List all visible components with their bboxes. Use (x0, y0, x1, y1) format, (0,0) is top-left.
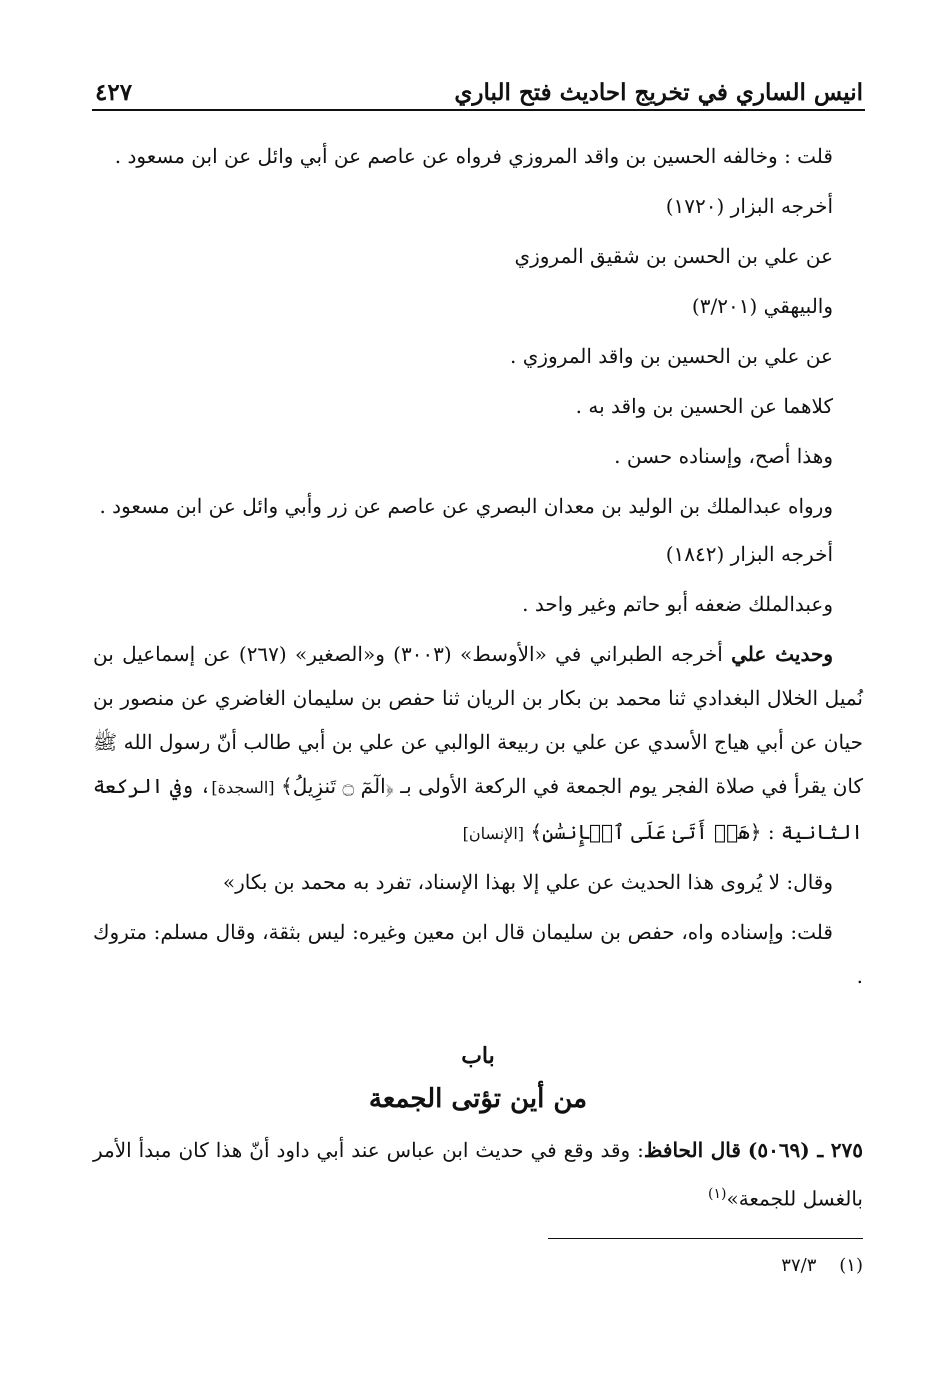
sura-ref: [السجدة] (211, 778, 275, 797)
footnote-text: ٣٧/٣ (781, 1255, 817, 1276)
paragraph: وقال: لا يُروى هذا الحديث عن علي إلا بهذا الإسناد، تفرد به محمد بن بكار» (222, 870, 833, 894)
chapter-label: باب (461, 1043, 495, 1069)
paragraph-hadith-ali (93, 632, 863, 856)
paragraph: عن علي بن الحسن بن شقيق المروزي (514, 244, 833, 268)
paragraph: وهذا أصح، وإسناده حسن . (614, 444, 833, 468)
entry-number: ٢٧٥ ـ (٥٠٦٩) (747, 1138, 863, 1162)
paragraph: قلت: وإسناده واه، حفص بن سليمان قال ابن معين وغيره: ليس بثقة، وقال مسلم: متروك . (93, 920, 863, 988)
hadith-text: أخرجه الطبراني في «الأوسط» (٣٠٠٣) و«الصغير» (٢٦٧) عن إسماعيل بن نُميل الخلال البغدادي ثنا محمد بن بكار بن الريان ثنا حفص بن سليمان الغاضري عن منصور بن حيان عن أبي هياج الأسدي عن علي بن ربيعة الوالبي عن علي بن أبي طالب أنّ رسول الله ﷺ كان يقرأ في صلاة الفجر يوم الجمعة في الركعة الأولى بـ ﴿الٓمٓ ۝ تَنزِيلُ﴾ (93, 642, 864, 798)
footnote-number: (١) (839, 1255, 863, 1276)
main-text (93, 134, 863, 1004)
paragraph: قلت : وخالفه الحسين بن واقد المروزي فرواه عن عاصم عن أبي وائل عن ابن مسعود . (114, 144, 833, 168)
paragraph: أخرجه البزار (١٧٢٠) (665, 194, 833, 218)
footnote-rule (548, 1238, 863, 1239)
paragraph: عن علي بن الحسين بن واقد المروزي . (510, 344, 833, 368)
paragraph: كلاهما عن الحسين بن واقد به . (575, 394, 833, 418)
page-number: ٤٢٧ (95, 79, 133, 106)
paragraph: أخرجه البزار (١٨٤٢) (665, 542, 833, 566)
paragraph: والبيهقي (٣/٢٠١) (691, 294, 833, 318)
header-rule (92, 109, 865, 111)
numbered-entry (93, 1128, 863, 1221)
running-header (95, 72, 863, 106)
header-title: انيس الساري في تخريج احاديث فتح الباري (454, 79, 863, 106)
chapter-title: من أين تؤتى الجمعة (368, 1084, 588, 1114)
paragraph: ورواه عبدالملك بن الوليد بن معدان البصري عن عاصم عن زر وأبي وائل عن ابن مسعود . (99, 494, 833, 518)
hadith-heading: وحديث علي (731, 642, 833, 666)
footnote-marker: (١) (707, 1186, 727, 1202)
sura-ref: [الإنسان] (462, 824, 524, 843)
hadith-text-cont: ، وفي الركعة الثانية : ﴿هَلۡ أَتَىٰ عَلَى ٱلۡإِنسَٰنِ﴾ (93, 774, 863, 844)
entry-label: قال الحافظ (643, 1138, 741, 1162)
footnote (781, 1252, 863, 1280)
entry-text: : وقد وقع في حديث ابن عباس عند أبي داود أنّ هذا كان مبدأ الأمر بالغسل للجمعة» (93, 1138, 863, 1211)
chapter-heading (93, 1036, 863, 1122)
paragraph: وعبدالملك ضعفه أبو حاتم وغير واحد . (522, 592, 833, 616)
